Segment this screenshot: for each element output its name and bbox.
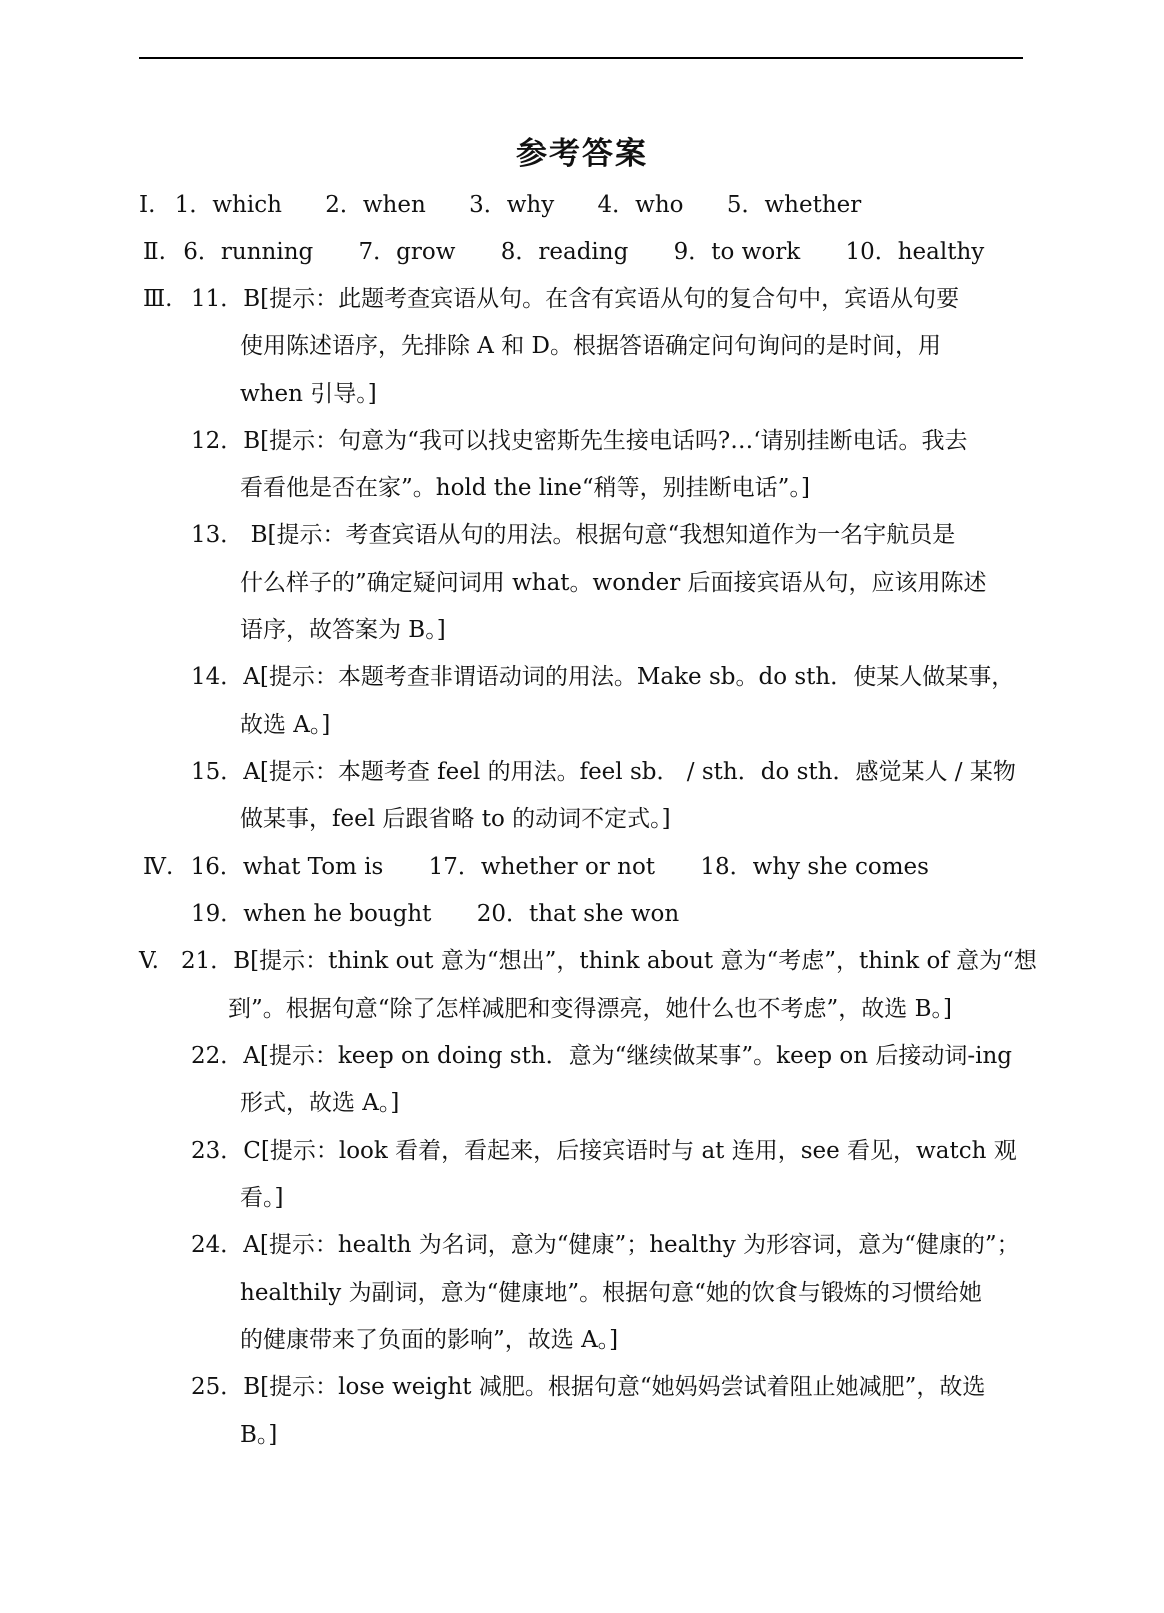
q21-line: 到”。根据句意“除了怎样减肥和变得漂亮，她什么也不考虑”，故选 B。] [228,996,952,1022]
section-4 [143,852,929,882]
q11-line: 使用陈述语序，先排除 A 和 D。根据答语确定问句询问的是时间，用 [240,333,941,359]
answer: 6．running [183,239,314,265]
answer: 20．that she won [476,901,680,927]
q13-line: 什么样子的”确定疑问词用 what。wonder 后面接宾语从句，应该用陈述 [240,570,987,596]
q11-line: 11．B[提示：此题考查宾语从句。在含有宾语从句的复合句中，宾语从句要 [191,286,960,312]
q23-line: 看。] [240,1185,284,1211]
answer: 16．what Tom is [190,854,384,880]
answer: 9．to work [673,239,801,265]
q12-line: 12．B[提示：句意为“我可以找史密斯先生接电话吗?…‘请别挂断电话。我去 [191,428,968,454]
q23-line: 23．C[提示：look 看着，看起来，后接宾语时与 at 连用，see 看见，watch 观 [191,1138,1017,1164]
answer: 3．why [469,192,555,218]
answer: 8．reading [500,239,629,265]
q24-line: 24．A[提示：health 为名词，意为“健康”；healthy 为形容词，意为“健康的”； [191,1232,1020,1258]
section-label: Ⅱ. [143,239,166,265]
q14-line: 14．A[提示：本题考查非谓语动词的用法。Make sb。do sth．使某人做某事， [191,664,1015,690]
q24-line: 的健康带来了负面的影响”，故选 A。] [240,1327,619,1353]
q22-line: 形式，故选 A。] [240,1090,400,1116]
section-3-label: Ⅲ. [143,286,173,312]
q24-line: healthily 为副词，意为“健康地”。根据句意“她的饮食与锻炼的习惯给她 [240,1280,982,1306]
q12-line: 看看他是否在家”。hold the line“稍等，别挂断电话”。] [240,475,810,501]
page-title: 参考答案 [516,136,648,172]
answer: 19．when he bought [191,901,432,927]
q11-line: when 引导。] [240,381,377,407]
section-label: I. [139,192,156,218]
answer: 4．who [597,192,684,218]
q22-line: 22．A[提示：keep on doing sth．意为“继续做某事”。keep on 后接动词-ing [191,1043,1012,1069]
answer: 17．whether or not [428,854,656,880]
answer: 7．grow [358,239,456,265]
answer: 1．which [174,192,282,218]
section-5-label: V. [139,948,159,974]
answer: 18．why she comes [700,854,929,880]
answer: 2．when [325,192,426,218]
q15-line: 15．A[提示：本题考查 feel 的用法。feel sb． / sth．do sth．感觉某人 / 某物 [191,759,1016,785]
q13-line: 语序，故答案为 B。] [240,617,446,643]
q13-line: 13． B[提示：考查宾语从句的用法。根据句意“我想知道作为一名宇航员是 [191,522,956,548]
q15-line: 做某事，feel 后跟省略 to 的动词不定式。] [240,806,671,832]
header-rule [139,57,1023,59]
q21-line: 21．B[提示：think out 意为“想出”，think about 意为“考虑”，think of 意为“想 [181,948,1037,974]
q25-line: 25．B[提示：lose weight 减肥。根据句意“她妈妈尝试着阻止她减肥”，故选 [191,1374,986,1400]
section-2 [143,237,984,267]
q25-line: B。] [240,1422,278,1448]
section-label: Ⅳ. [143,854,174,880]
answer: 5．whether [726,192,862,218]
section-4-row2 [191,899,679,929]
answer: 10．healthy [845,239,985,265]
section-1 [139,190,861,220]
q14-line: 故选 A。] [240,712,331,738]
